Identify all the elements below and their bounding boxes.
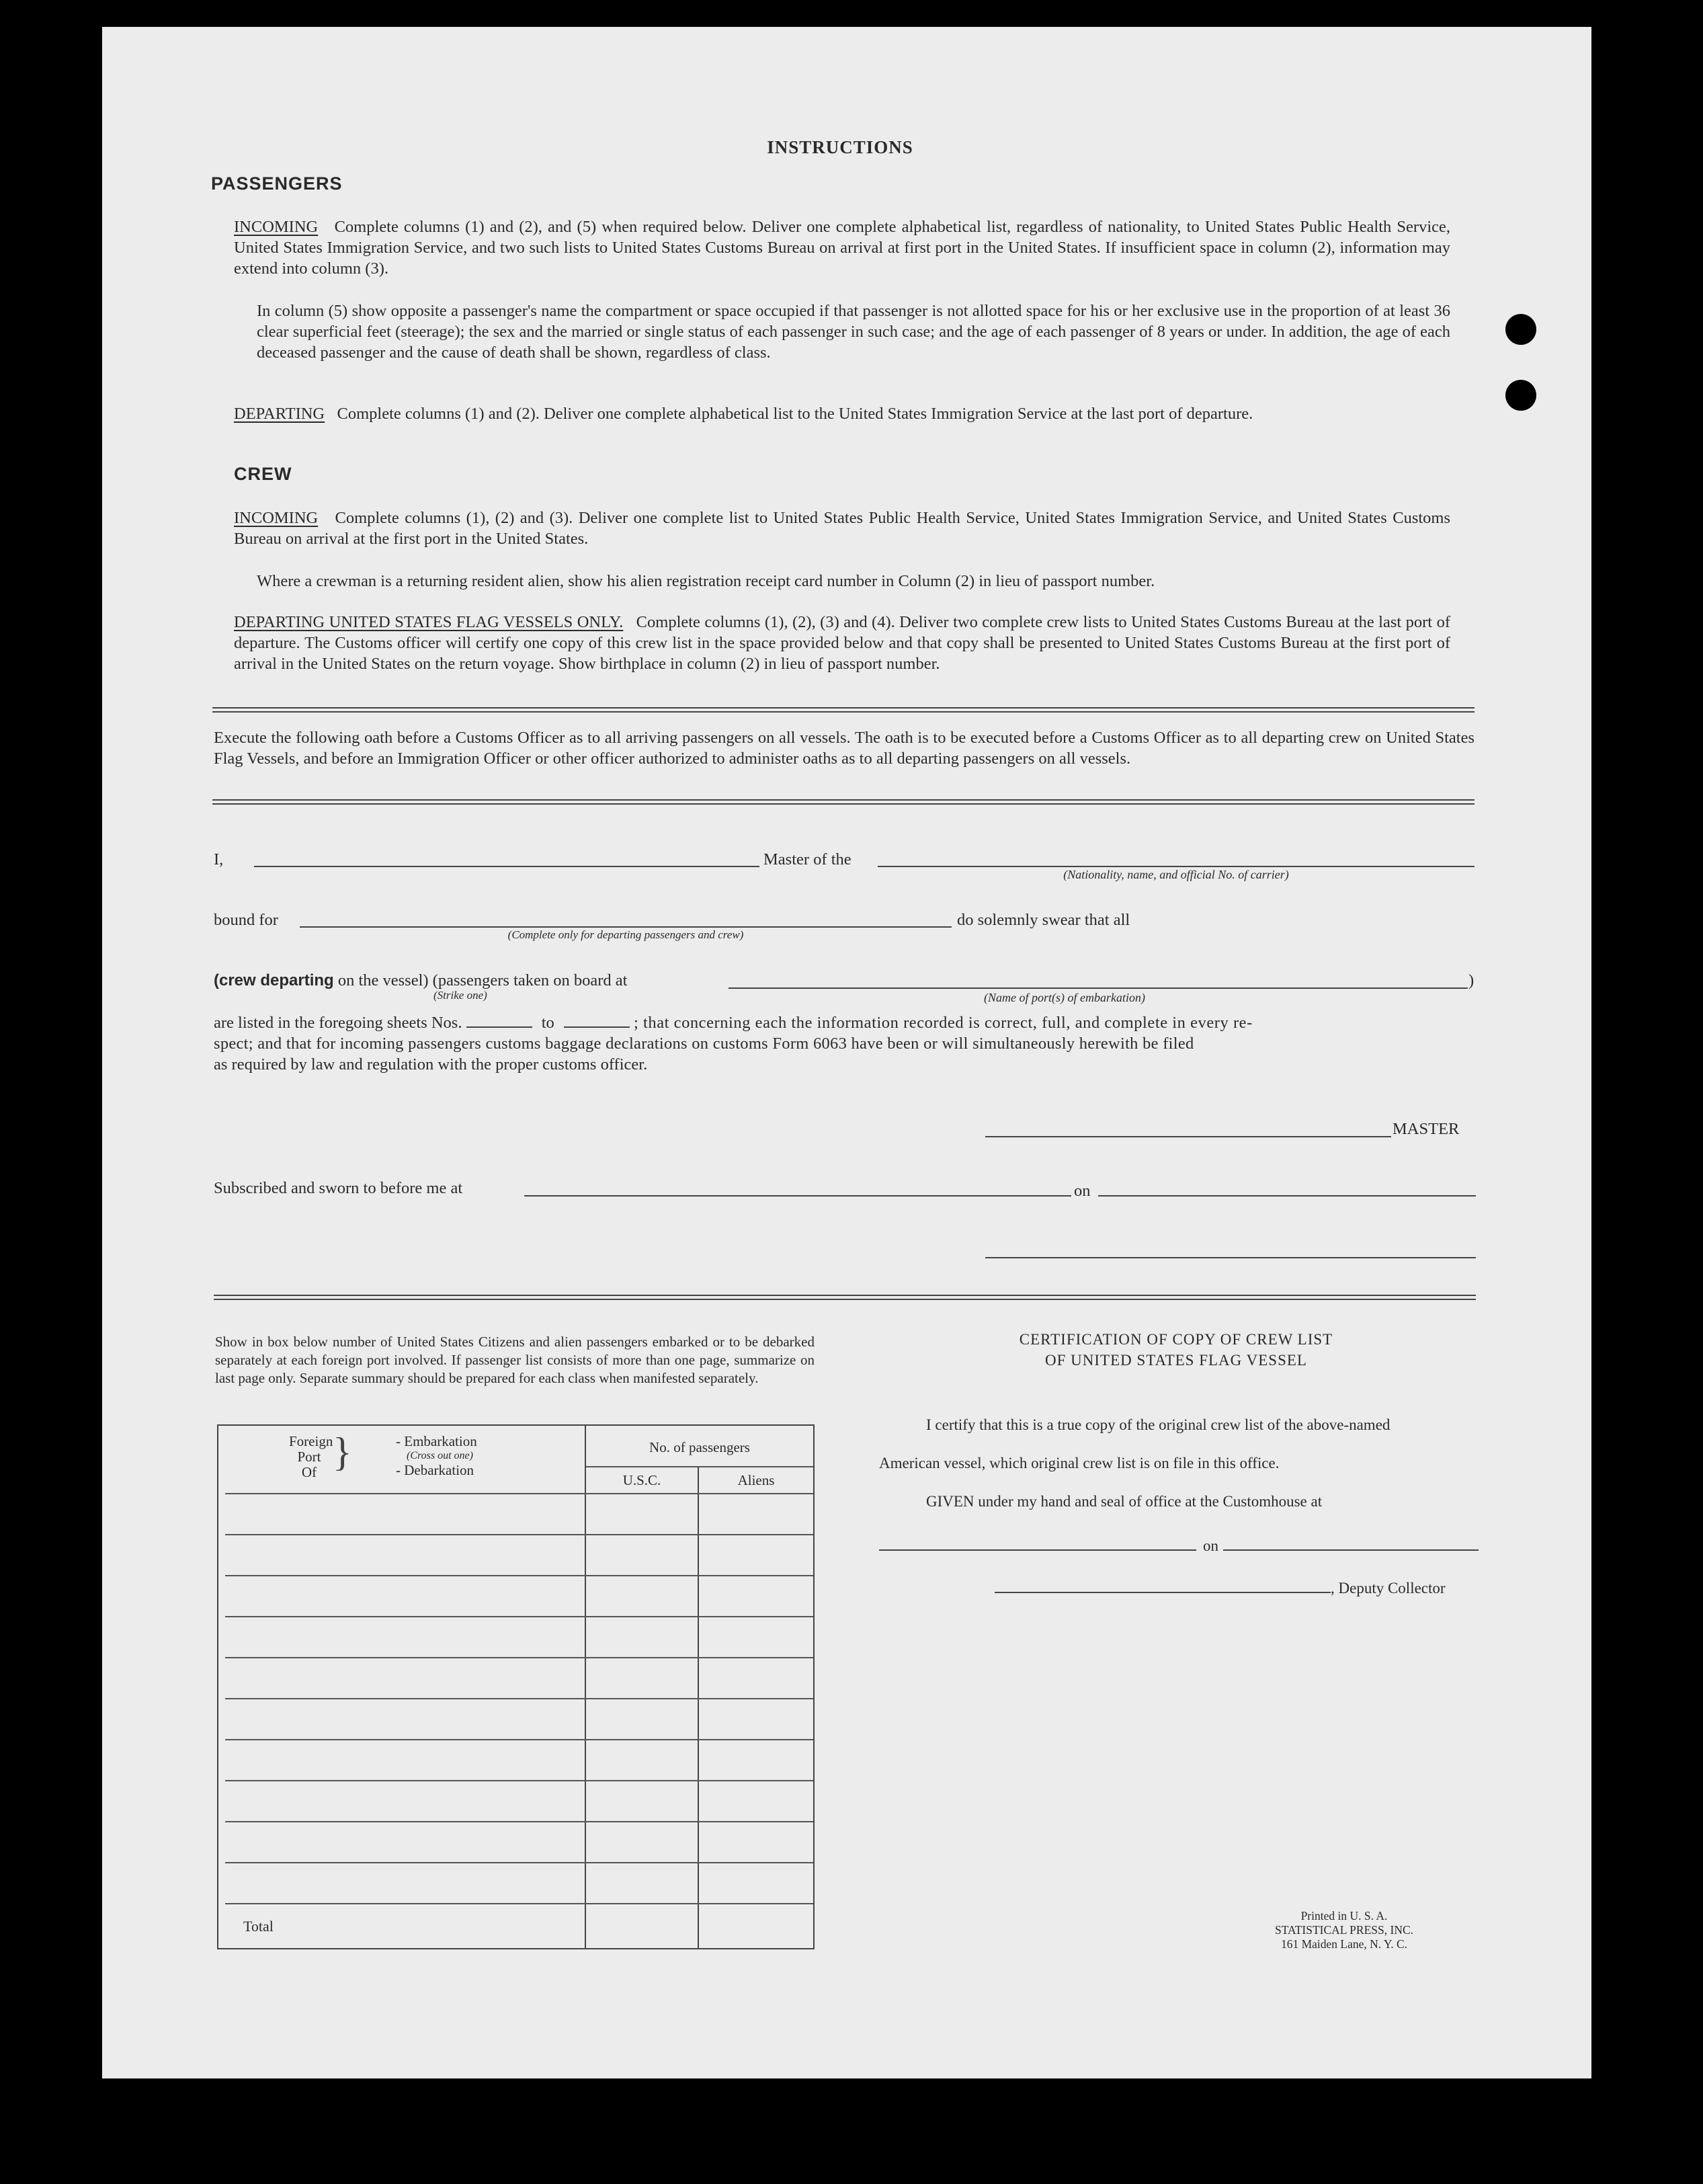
certify-line-1: I certify that this is a true copy of the original crew list of the above-named <box>926 1416 1390 1433</box>
bound-for-field[interactable] <box>300 926 952 928</box>
crew-incoming-text: Complete columns (1), (2) and (3). Deliver one complete list to United States Public Health Service, United States Immigration Service, and United States Customs Bureau on arrival at the first port in the United States. <box>234 509 1450 548</box>
summary-instruction: Show in box below number of United States Citizens and alien passengers embarked or to be debarked separately at each foreign port involved. If passenger list consists of more than one page, summarize on last page only. Separate summary should be prepared for each class when manifested separately. <box>215 1334 815 1386</box>
passenger-summary-table <box>217 1424 815 1949</box>
passengers-incoming-text: Complete columns (1) and (2), and (5) when required below. Deliver one complete alphabetical list, regardless of nationality, to United States Public Health Service, United States Immigration Service, and two such lists to United States Customs Bureau on arrival at first port in the United States. If insufficient space in column (2), information may extend into column (3). <box>234 218 1451 278</box>
passengers-departing <box>234 403 1450 424</box>
to-label: to <box>541 1014 554 1032</box>
listed-pre: are listed in the foregoing sheets Nos. <box>214 1014 462 1032</box>
of-label: Of <box>301 1464 317 1480</box>
deputy-collector-signature-field[interactable] <box>995 1592 1331 1593</box>
port-label: Port <box>297 1449 321 1465</box>
table-row-line <box>225 1780 813 1781</box>
officer-signature-field[interactable] <box>985 1257 1476 1258</box>
subscribed-date-field[interactable] <box>1098 1195 1476 1197</box>
listed-post: ; that concerning each the information recorded is correct, full, and complete in every re- <box>634 1014 1253 1032</box>
subscribed-label: Subscribed and sworn to before me at <box>214 1179 463 1197</box>
table-col-divider-1 <box>585 1426 586 1948</box>
master-name-field[interactable] <box>254 866 759 867</box>
aliens-header: Aliens <box>737 1472 775 1488</box>
no-passengers-header: No. of passengers <box>649 1439 750 1455</box>
table-col-divider-2 <box>698 1466 699 1948</box>
certify-date-field[interactable] <box>1223 1549 1479 1551</box>
printed-in-usa: Printed in U. S. A. <box>1300 1909 1388 1923</box>
table-row-line <box>225 1903 813 1904</box>
crew-departing-label: DEPARTING UNITED STATES FLAG VESSELS ONLY. <box>234 613 624 631</box>
close-paren: ) <box>1468 971 1474 989</box>
crew-incoming-label: INCOMING <box>234 509 319 527</box>
certify-line-3: GIVEN under my hand and seal of office at the Customhouse at <box>926 1493 1323 1510</box>
passengers-heading: PASSENGERS <box>211 173 343 194</box>
divider-3 <box>214 1295 1476 1300</box>
crew-departing <box>234 612 1450 674</box>
crew-incoming <box>234 508 1450 549</box>
printer-address: 161 Maiden Lane, N. Y. C. <box>1280 1937 1408 1951</box>
subscribed-on-label: on <box>1074 1182 1091 1200</box>
table-row-line <box>225 1616 813 1617</box>
table-row-line <box>225 1862 813 1863</box>
table-row-line <box>225 1575 813 1576</box>
strike-one-hint: (Strike one) <box>433 989 487 1002</box>
crew-departing-label: (crew departing <box>214 971 334 989</box>
master-of-the-label: Master of the <box>763 850 852 868</box>
passengers-departing-label: DEPARTING <box>234 405 325 423</box>
crew-departing-text: Complete columns (1), (2), (3) and (4). Deliver two complete crew lists to United States Customs Bureau at the last port of departure. The Customs officer will certify one copy of this crew list in the space provided below and that copy shall be presented to United States Customs Bureau at the first port of arrival in the United States on the return voyage. Show birthplace in column (2) in lieu of passport number. <box>234 613 1450 673</box>
printer-name: STATISTICAL PRESS, INC. <box>1274 1923 1414 1937</box>
divider-2 <box>212 799 1474 805</box>
instructions-title: INSTRUCTIONS <box>767 137 913 157</box>
certification-title-2: OF UNITED STATES FLAG VESSEL <box>1045 1352 1307 1369</box>
customhouse-field[interactable] <box>879 1549 1196 1551</box>
oath-i: I, <box>214 850 224 868</box>
crew-heading: CREW <box>234 464 292 484</box>
debarkation-label: - Debarkation <box>396 1462 474 1478</box>
certification-title-1: CERTIFICATION OF COPY OF CREW LIST <box>1019 1331 1333 1348</box>
certification-title <box>941 1329 1411 1371</box>
certify-line-2: American vessel, which original crew list is on file in this office. <box>879 1455 1280 1471</box>
certify-on-label: on <box>1203 1537 1218 1554</box>
master-label: MASTER <box>1393 1120 1460 1138</box>
embarkation-options <box>396 1434 477 1478</box>
master-signature-field[interactable] <box>985 1136 1391 1137</box>
listed-line-2: spect; and that for incoming passengers customs baggage declarations on customs Form 6063 have been or will simultaneously herewith be filed <box>214 1035 1194 1053</box>
usc-header: U.S.C. <box>622 1472 661 1488</box>
solemnly-label: do solemnly swear that all <box>957 911 1130 929</box>
printer-imprint <box>1250 1909 1438 1951</box>
on-vessel-label: on the vessel) <box>337 971 429 989</box>
foreign-port-of <box>289 1433 333 1480</box>
table-row-line <box>225 1698 813 1699</box>
passengers-column5: In column (5) show opposite a passenger's name the compartment or space occupied if that passenger is not allotted space for his or her exclusive use in the proportion of at least 36 clear superficial feet (steerage); the sex and the married or single status of each passenger in such case; and the age of each passenger of 8 years or under. In addition, the age of each deceased passenger and the cause of death shall be shown, regardless of class. <box>257 302 1450 362</box>
brace-icon: } <box>333 1430 352 1474</box>
embarkation-label: - Embarkation <box>396 1433 477 1449</box>
deputy-collector-label: , Deputy Collector <box>1331 1580 1446 1596</box>
foreign-label: Foreign <box>289 1433 333 1449</box>
table-row-line <box>225 1534 813 1535</box>
embarkation-port-hint: (Name of port(s) of embarkation) <box>984 991 1145 1004</box>
passengers-departing-text: Complete columns (1) and (2). Deliver one complete alphabetical list to the United States Immigration Service at the last port of departure. <box>337 405 1253 423</box>
table-row-line <box>225 1821 813 1822</box>
embarkation-port-field[interactable] <box>729 987 1468 989</box>
bound-for-hint: (Complete only for departing passengers and crew) <box>507 928 744 941</box>
punch-hole-bottom <box>1505 380 1536 411</box>
passengers-incoming <box>234 216 1450 279</box>
carrier-hint: (Nationality, name, and official No. of carrier) <box>1063 868 1289 881</box>
passengers-incoming-label: INCOMING <box>234 218 319 236</box>
divider-1 <box>212 707 1474 713</box>
listed-line-3: as required by law and regulation with the proper customs officer. <box>214 1055 648 1074</box>
sheet-to-field[interactable] <box>564 1014 630 1028</box>
crew-passengers-line <box>214 970 628 991</box>
oath-instruction: Execute the following oath before a Customs Officer as to all arriving passengers on all vessels. The oath is to be executed before a Customs Officer as to all departing crew on United States Flag Vessels, and before an Immigration Officer or other officer authorized to administer oaths as to all departing passengers on all vessels. <box>214 729 1474 768</box>
carrier-field[interactable] <box>878 866 1474 867</box>
table-row-line <box>225 1493 813 1494</box>
table-row-line <box>225 1739 813 1740</box>
listed-line-1 <box>214 1012 1253 1033</box>
crew-resident-alien: Where a crewman is a returning resident alien, show his alien registration receipt card number in Column (2) in lieu of passport number. <box>257 572 1155 590</box>
sheet-from-field[interactable] <box>466 1014 532 1028</box>
bound-for-label: bound for <box>214 911 278 929</box>
table-row-line <box>225 1657 813 1658</box>
passengers-taken-label: (passengers taken on board at <box>432 971 628 989</box>
total-label: Total <box>243 1918 274 1935</box>
header-subdivider <box>586 1466 813 1467</box>
cross-out-hint: (Cross out one) <box>407 1450 473 1461</box>
punch-hole-top <box>1505 314 1536 345</box>
subscribed-place-field[interactable] <box>524 1195 1071 1197</box>
